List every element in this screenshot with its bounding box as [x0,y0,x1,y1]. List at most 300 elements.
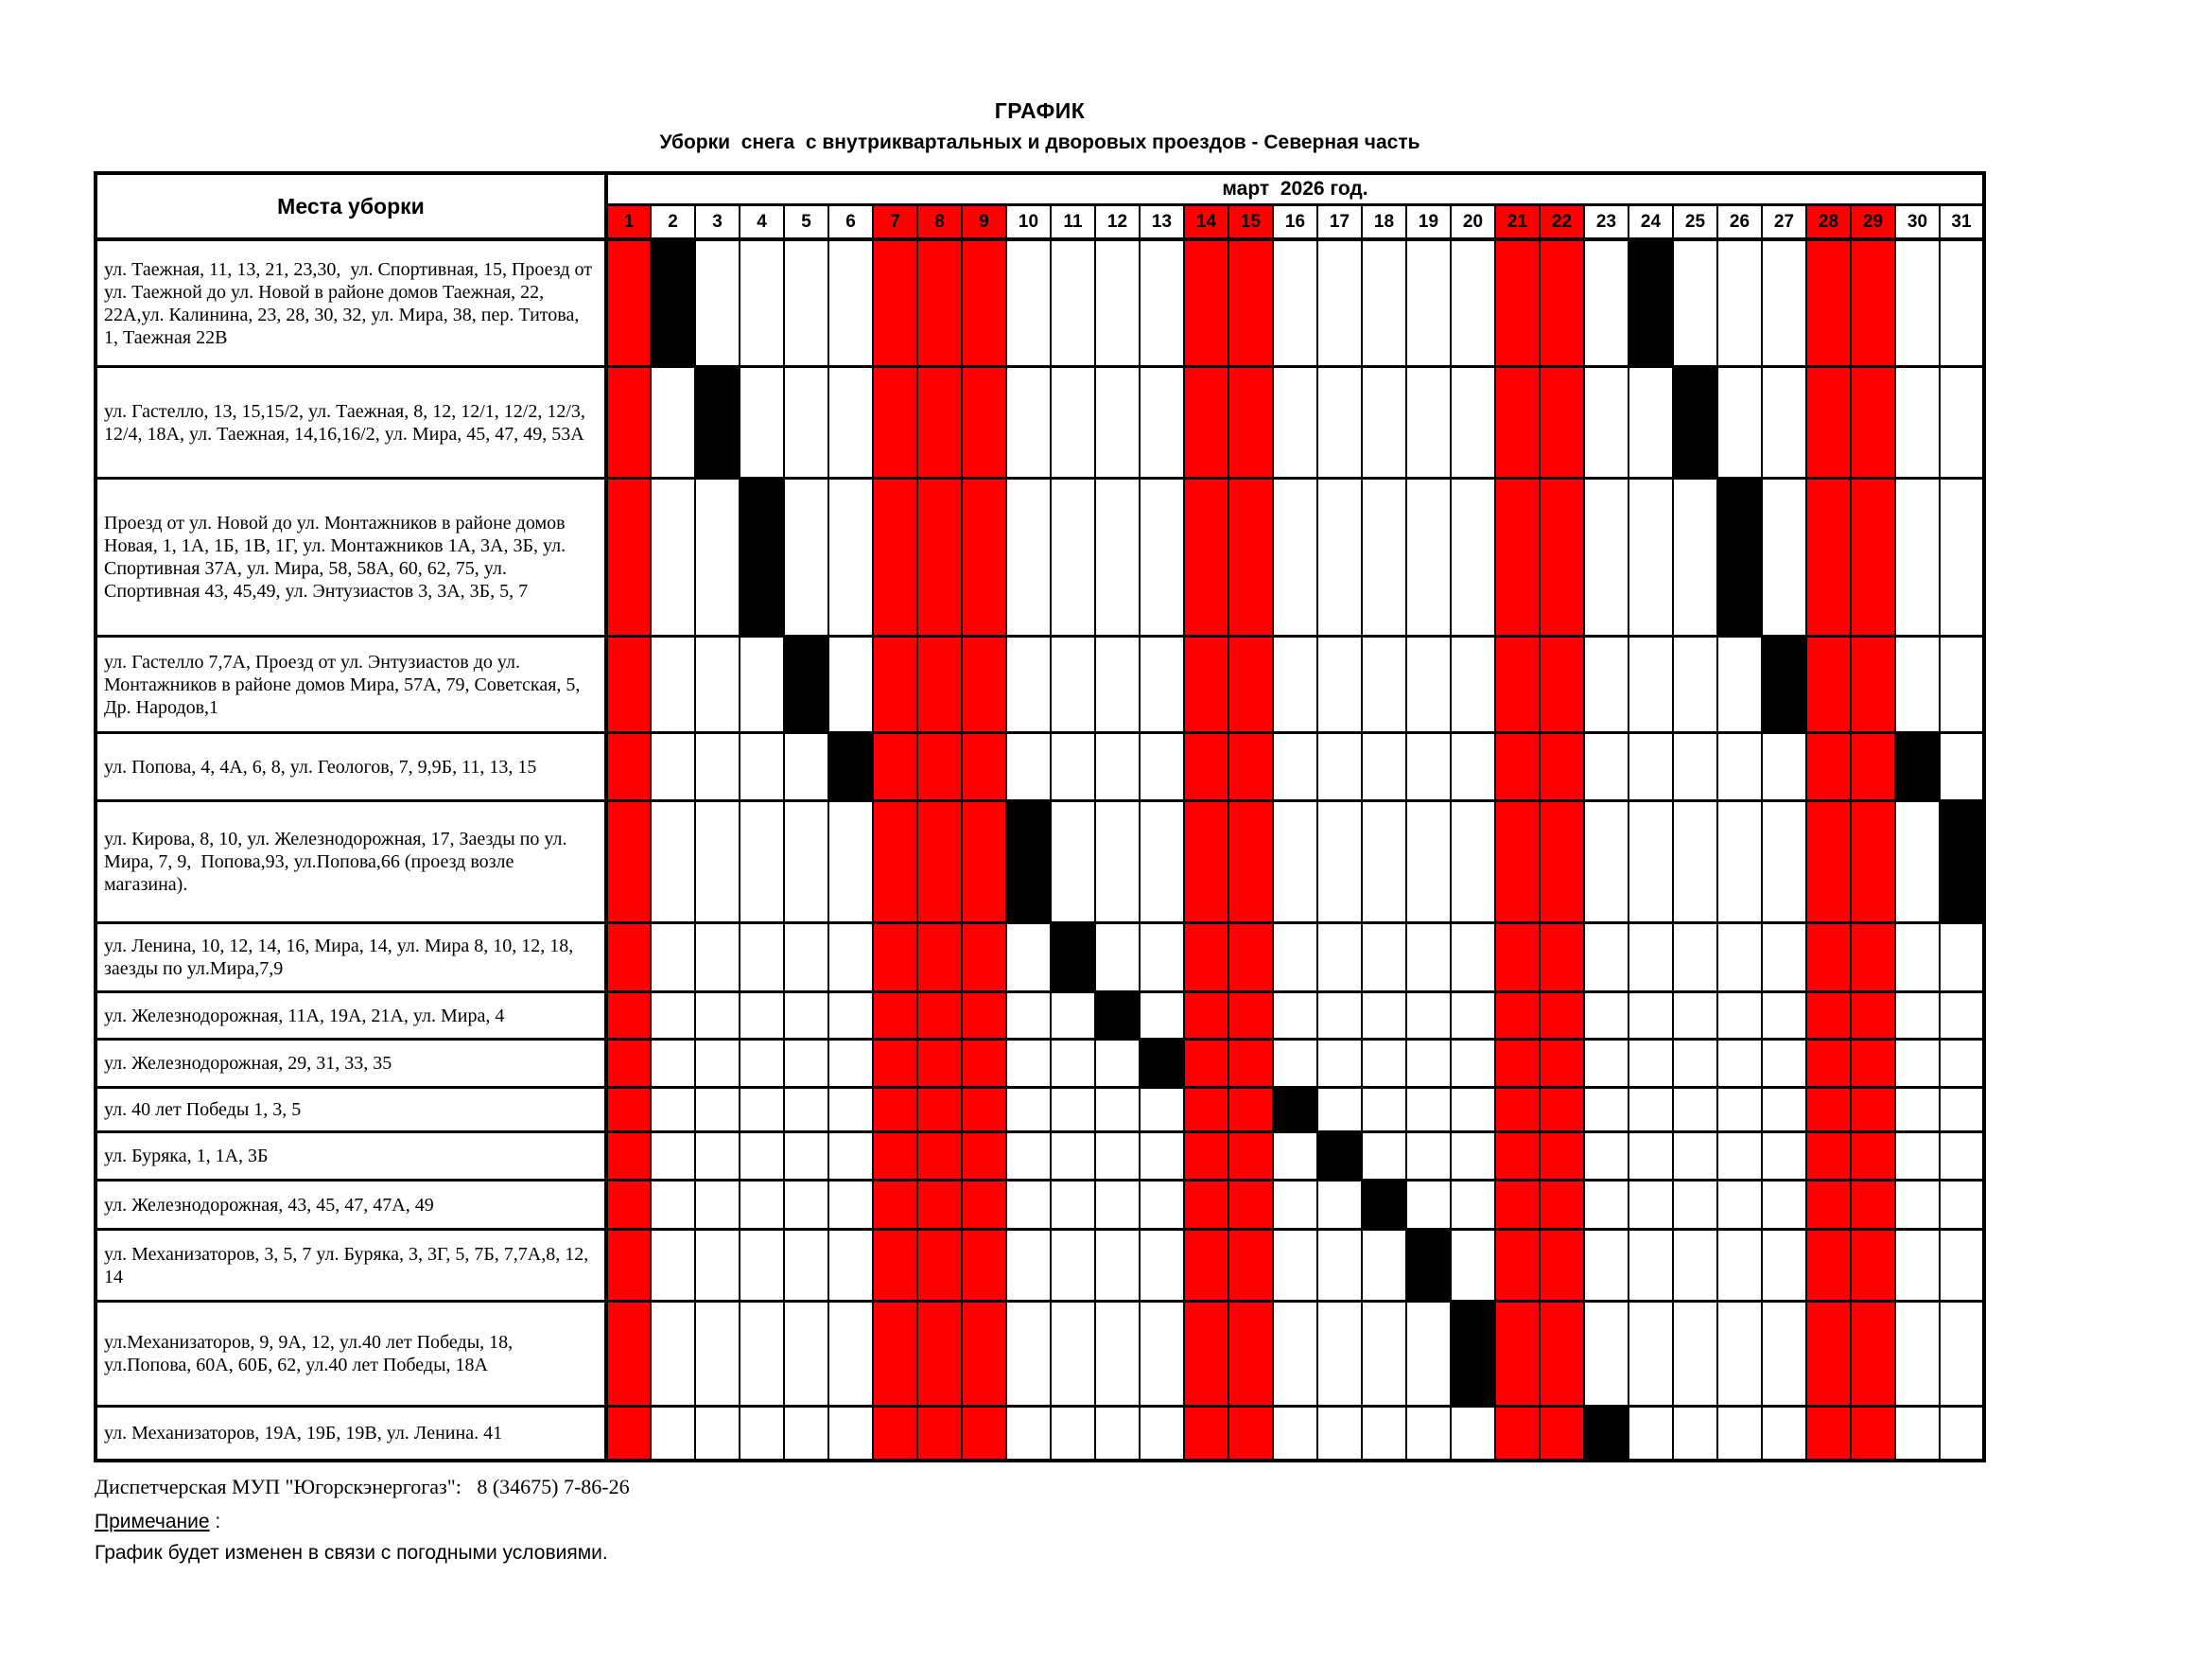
day-cell-29 [1851,992,1895,1040]
day-cell-23 [1584,1181,1629,1230]
day-cell-25 [1673,367,1717,479]
day-cell-8 [917,239,962,367]
day-cell-22 [1540,992,1584,1040]
day-cell-12 [1095,637,1140,733]
day-cell-4 [740,923,784,992]
place-label: ул. Железнодорожная, 43, 45, 47, 47А, 49 [96,1181,606,1230]
day-cell-21 [1495,239,1540,367]
day-cell-19 [1406,1181,1451,1230]
day-cell-24 [1629,1181,1673,1230]
day-cell-3 [695,367,740,479]
day-header-29: 29 [1851,205,1895,240]
day-cell-1 [606,637,651,733]
day-cell-24 [1629,1088,1673,1132]
day-cell-5 [784,1088,828,1132]
day-cell-16 [1273,1181,1317,1230]
day-cell-24 [1629,733,1673,801]
day-cell-7 [873,1302,917,1407]
day-cell-18 [1362,1181,1406,1230]
day-cell-18 [1362,637,1406,733]
day-header-6: 6 [828,205,873,240]
day-cell-9 [962,1302,1006,1407]
day-cell-4 [740,801,784,923]
day-header-24: 24 [1629,205,1673,240]
day-cell-29 [1851,1407,1895,1462]
day-cell-10 [1006,1230,1051,1302]
footer [95,1475,2212,1565]
day-header-2: 2 [651,205,695,240]
day-cell-29 [1851,637,1895,733]
day-cell-7 [873,1230,917,1302]
day-cell-5 [784,801,828,923]
day-cell-3 [695,1230,740,1302]
day-cell-13 [1140,239,1184,367]
day-cell-31 [1940,367,1984,479]
day-cell-18 [1362,1088,1406,1132]
day-header-27: 27 [1762,205,1806,240]
day-cell-10 [1006,239,1051,367]
day-cell-28 [1806,733,1851,801]
day-cell-2 [651,1302,695,1407]
day-cell-22 [1540,733,1584,801]
place-label: ул. Гастелло, 13, 15,15/2, ул. Таежная, 8, 12, 12/1, 12/2, 12/3, 12/4, 18А, ул. Таежная, 14,16,16/2, ул. Мира, 45, 47, 49, 53А [96,367,606,479]
day-cell-6 [828,1132,873,1181]
day-cell-14 [1184,1088,1228,1132]
day-cell-27 [1762,1088,1806,1132]
day-cell-16 [1273,801,1317,923]
snow-removal-schedule-table [94,171,1986,1462]
day-cell-14 [1184,1181,1228,1230]
day-cell-16 [1273,1040,1317,1088]
day-header-21: 21 [1495,205,1540,240]
day-cell-24 [1629,1302,1673,1407]
day-cell-15 [1228,367,1273,479]
day-cell-6 [828,1302,873,1407]
page-title: ГРАФИК [994,98,1086,123]
day-cell-14 [1184,1302,1228,1407]
day-cell-12 [1095,733,1140,801]
day-cell-20 [1451,1230,1495,1302]
day-cell-14 [1184,1230,1228,1302]
day-cell-12 [1095,479,1140,637]
day-cell-23 [1584,1407,1629,1462]
day-cell-14 [1184,801,1228,923]
day-header-4: 4 [740,205,784,240]
note-colon: : [209,1511,221,1532]
note-line [95,1511,2212,1533]
day-cell-9 [962,479,1006,637]
day-cell-5 [784,637,828,733]
day-cell-28 [1806,1181,1851,1230]
day-cell-8 [917,1407,962,1462]
day-cell-16 [1273,1230,1317,1302]
day-cell-26 [1717,1302,1762,1407]
day-cell-22 [1540,1302,1584,1407]
day-header-23: 23 [1584,205,1629,240]
table-row [96,1230,1984,1302]
places-column-header: Места уборки [96,173,606,239]
day-header-31: 31 [1940,205,1984,240]
day-cell-21 [1495,801,1540,923]
day-cell-17 [1317,923,1362,992]
day-cell-20 [1451,1132,1495,1181]
day-cell-30 [1895,1181,1940,1230]
day-cell-31 [1940,1230,1984,1302]
day-cell-18 [1362,1302,1406,1407]
day-cell-9 [962,1040,1006,1088]
day-cell-28 [1806,1302,1851,1407]
day-cell-18 [1362,239,1406,367]
day-cell-31 [1940,239,1984,367]
day-cell-18 [1362,1230,1406,1302]
day-cell-16 [1273,1407,1317,1462]
day-cell-6 [828,479,873,637]
day-cell-13 [1140,479,1184,637]
day-cell-17 [1317,801,1362,923]
place-label: ул. Механизаторов, 19А, 19Б, 19В, ул. Ленина. 41 [96,1407,606,1462]
day-cell-31 [1940,923,1984,992]
place-label: ул. Механизаторов, 3, 5, 7 ул. Буряка, 3, 3Г, 5, 7Б, 7,7А,8, 12, 14 [96,1230,606,1302]
day-cell-26 [1717,479,1762,637]
day-cell-4 [740,1230,784,1302]
day-cell-16 [1273,1088,1317,1132]
place-label: ул. Железнодорожная, 11А, 19А, 21А, ул. Мира, 4 [96,992,606,1040]
day-cell-15 [1228,801,1273,923]
day-cell-30 [1895,1230,1940,1302]
day-cell-30 [1895,733,1940,801]
day-cell-8 [917,1181,962,1230]
day-cell-7 [873,1088,917,1132]
day-header-25: 25 [1673,205,1717,240]
header-month-row [96,173,1984,205]
day-cell-21 [1495,1040,1540,1088]
day-cell-22 [1540,1088,1584,1132]
day-cell-20 [1451,1302,1495,1407]
day-cell-26 [1717,1040,1762,1088]
day-cell-7 [873,1132,917,1181]
day-cell-16 [1273,733,1317,801]
day-cell-12 [1095,1088,1140,1132]
day-cell-22 [1540,1040,1584,1088]
day-cell-19 [1406,239,1451,367]
day-cell-23 [1584,923,1629,992]
title-block [94,98,1986,154]
day-cell-28 [1806,1230,1851,1302]
day-cell-7 [873,801,917,923]
day-cell-18 [1362,923,1406,992]
day-cell-19 [1406,1088,1451,1132]
day-cell-7 [873,733,917,801]
day-cell-2 [651,367,695,479]
day-cell-14 [1184,367,1228,479]
day-cell-10 [1006,801,1051,923]
day-header-8: 8 [917,205,962,240]
day-cell-21 [1495,1181,1540,1230]
day-header-18: 18 [1362,205,1406,240]
day-cell-3 [695,637,740,733]
place-label: ул. Гастелло 7,7А, Проезд от ул. Энтузиастов до ул. Монтажников в районе домов Мира, 57А, 79, Советская, 5, Др. Народов,1 [96,637,606,733]
day-header-30: 30 [1895,205,1940,240]
day-cell-4 [740,239,784,367]
day-cell-19 [1406,801,1451,923]
day-cell-7 [873,1040,917,1088]
day-cell-1 [606,733,651,801]
day-header-3: 3 [695,205,740,240]
day-cell-2 [651,1040,695,1088]
table-row [96,1181,1984,1230]
day-cell-23 [1584,1088,1629,1132]
day-cell-12 [1095,1230,1140,1302]
table-row [96,637,1984,733]
day-cell-26 [1717,637,1762,733]
day-cell-27 [1762,1230,1806,1302]
day-cell-11 [1051,239,1095,367]
day-cell-26 [1717,1181,1762,1230]
day-cell-21 [1495,1230,1540,1302]
day-cell-13 [1140,1230,1184,1302]
day-cell-30 [1895,1088,1940,1132]
day-cell-13 [1140,923,1184,992]
day-header-9: 9 [962,205,1006,240]
day-cell-29 [1851,1040,1895,1088]
day-cell-27 [1762,1302,1806,1407]
day-cell-9 [962,1132,1006,1181]
day-cell-4 [740,1302,784,1407]
day-cell-13 [1140,1407,1184,1462]
day-cell-26 [1717,1407,1762,1462]
day-cell-16 [1273,1302,1317,1407]
day-cell-23 [1584,1132,1629,1181]
day-header-1: 1 [606,205,651,240]
day-cell-26 [1717,733,1762,801]
day-cell-31 [1940,1040,1984,1088]
day-cell-1 [606,992,651,1040]
place-label: ул. 40 лет Победы 1, 3, 5 [96,1088,606,1132]
dispatcher-line: Диспетчерская МУП "Югорскэнергогаз": 8 (34675) 7-86-26 [95,1475,630,1498]
day-cell-12 [1095,1407,1140,1462]
day-cell-30 [1895,637,1940,733]
day-cell-8 [917,1230,962,1302]
day-cell-21 [1495,923,1540,992]
day-cell-25 [1673,1407,1717,1462]
day-cell-24 [1629,801,1673,923]
day-cell-9 [962,1088,1006,1132]
day-cell-19 [1406,1040,1451,1088]
day-cell-11 [1051,1088,1095,1132]
day-cell-14 [1184,992,1228,1040]
table-row [96,923,1984,992]
day-cell-24 [1629,1407,1673,1462]
day-cell-8 [917,637,962,733]
day-cell-17 [1317,1040,1362,1088]
day-cell-17 [1317,367,1362,479]
schedule-body [96,239,1984,1461]
day-cell-9 [962,801,1006,923]
day-cell-19 [1406,1407,1451,1462]
day-cell-15 [1228,637,1273,733]
day-cell-23 [1584,367,1629,479]
day-cell-11 [1051,733,1095,801]
day-cell-3 [695,1040,740,1088]
day-cell-5 [784,1132,828,1181]
day-header-11: 11 [1051,205,1095,240]
note-label: Примечание [95,1511,210,1532]
day-cell-31 [1940,1181,1984,1230]
day-cell-15 [1228,1132,1273,1181]
day-header-17: 17 [1317,205,1362,240]
place-label: ул. Таежная, 11, 13, 21, 23,30, ул. Спортивная, 15, Проезд от ул. Таежной до ул. Новой в районе домов Таежная, 22, 22А,ул. Калинина, 23, 28, 30, 32, ул. Мира, 38, пер. Титова, 1, Таежная 22В [96,239,606,367]
day-cell-24 [1629,1230,1673,1302]
day-header-20: 20 [1451,205,1495,240]
day-cell-20 [1451,801,1495,923]
day-cell-21 [1495,733,1540,801]
day-cell-8 [917,1132,962,1181]
day-cell-11 [1051,1407,1095,1462]
day-cell-11 [1051,1181,1095,1230]
day-cell-5 [784,992,828,1040]
day-cell-27 [1762,992,1806,1040]
day-cell-31 [1940,1132,1984,1181]
day-cell-3 [695,923,740,992]
day-cell-17 [1317,1302,1362,1407]
day-cell-8 [917,1302,962,1407]
day-cell-31 [1940,733,1984,801]
day-header-14: 14 [1184,205,1228,240]
day-cell-23 [1584,637,1629,733]
day-cell-19 [1406,367,1451,479]
day-cell-9 [962,923,1006,992]
day-cell-8 [917,1088,962,1132]
day-cell-8 [917,479,962,637]
day-cell-9 [962,239,1006,367]
day-cell-11 [1051,479,1095,637]
day-cell-15 [1228,992,1273,1040]
day-cell-25 [1673,733,1717,801]
day-cell-28 [1806,923,1851,992]
day-cell-9 [962,733,1006,801]
day-cell-23 [1584,992,1629,1040]
day-cell-21 [1495,1132,1540,1181]
day-cell-10 [1006,479,1051,637]
day-cell-1 [606,239,651,367]
day-header-12: 12 [1095,205,1140,240]
day-cell-23 [1584,1230,1629,1302]
day-cell-1 [606,1088,651,1132]
day-cell-30 [1895,479,1940,637]
day-cell-6 [828,733,873,801]
day-cell-5 [784,1407,828,1462]
day-cell-13 [1140,992,1184,1040]
day-cell-17 [1317,992,1362,1040]
day-cell-7 [873,1181,917,1230]
day-cell-29 [1851,239,1895,367]
month-header: март 2026 год. [606,173,1984,205]
day-cell-11 [1051,1302,1095,1407]
day-cell-10 [1006,992,1051,1040]
day-cell-2 [651,992,695,1040]
day-cell-25 [1673,479,1717,637]
day-cell-30 [1895,923,1940,992]
day-cell-10 [1006,1088,1051,1132]
day-cell-6 [828,367,873,479]
day-header-26: 26 [1717,205,1762,240]
day-cell-2 [651,479,695,637]
day-cell-20 [1451,992,1495,1040]
day-cell-19 [1406,1302,1451,1407]
day-cell-2 [651,1407,695,1462]
day-cell-2 [651,1181,695,1230]
day-cell-30 [1895,1132,1940,1181]
day-header-22: 22 [1540,205,1584,240]
day-cell-28 [1806,1040,1851,1088]
day-cell-29 [1851,1181,1895,1230]
day-cell-11 [1051,923,1095,992]
day-cell-20 [1451,1407,1495,1462]
day-cell-29 [1851,479,1895,637]
day-cell-20 [1451,479,1495,637]
day-header-13: 13 [1140,205,1184,240]
day-cell-6 [828,637,873,733]
day-cell-28 [1806,1407,1851,1462]
day-cell-28 [1806,479,1851,637]
place-label: ул. Железнодорожная, 29, 31, 33, 35 [96,1040,606,1088]
day-cell-24 [1629,992,1673,1040]
day-cell-29 [1851,1132,1895,1181]
day-cell-14 [1184,733,1228,801]
day-cell-4 [740,1040,784,1088]
day-cell-13 [1140,801,1184,923]
day-header-7: 7 [873,205,917,240]
day-cell-2 [651,1088,695,1132]
day-cell-13 [1140,367,1184,479]
day-cell-5 [784,1230,828,1302]
day-cell-30 [1895,367,1940,479]
day-cell-18 [1362,801,1406,923]
day-cell-11 [1051,1132,1095,1181]
day-cell-6 [828,1040,873,1088]
day-cell-31 [1940,992,1984,1040]
day-cell-4 [740,1132,784,1181]
day-cell-26 [1717,1132,1762,1181]
day-cell-5 [784,1181,828,1230]
day-cell-4 [740,1407,784,1462]
day-cell-31 [1940,1302,1984,1407]
place-label: ул. Попова, 4, 4А, 6, 8, ул. Геологов, 7, 9,9Б, 11, 13, 15 [96,733,606,801]
day-cell-4 [740,1088,784,1132]
day-cell-25 [1673,1230,1717,1302]
day-cell-10 [1006,367,1051,479]
day-cell-15 [1228,733,1273,801]
day-cell-18 [1362,992,1406,1040]
day-cell-6 [828,801,873,923]
day-cell-28 [1806,1088,1851,1132]
day-cell-3 [695,1181,740,1230]
day-cell-31 [1940,1088,1984,1132]
day-cell-24 [1629,367,1673,479]
day-cell-20 [1451,1040,1495,1088]
day-cell-20 [1451,367,1495,479]
day-cell-1 [606,1302,651,1407]
day-cell-9 [962,367,1006,479]
day-cell-27 [1762,1040,1806,1088]
day-cell-19 [1406,1230,1451,1302]
day-cell-13 [1140,1302,1184,1407]
day-cell-15 [1228,923,1273,992]
day-cell-21 [1495,479,1540,637]
day-cell-3 [695,479,740,637]
day-cell-3 [695,1302,740,1407]
day-cell-31 [1940,801,1984,923]
